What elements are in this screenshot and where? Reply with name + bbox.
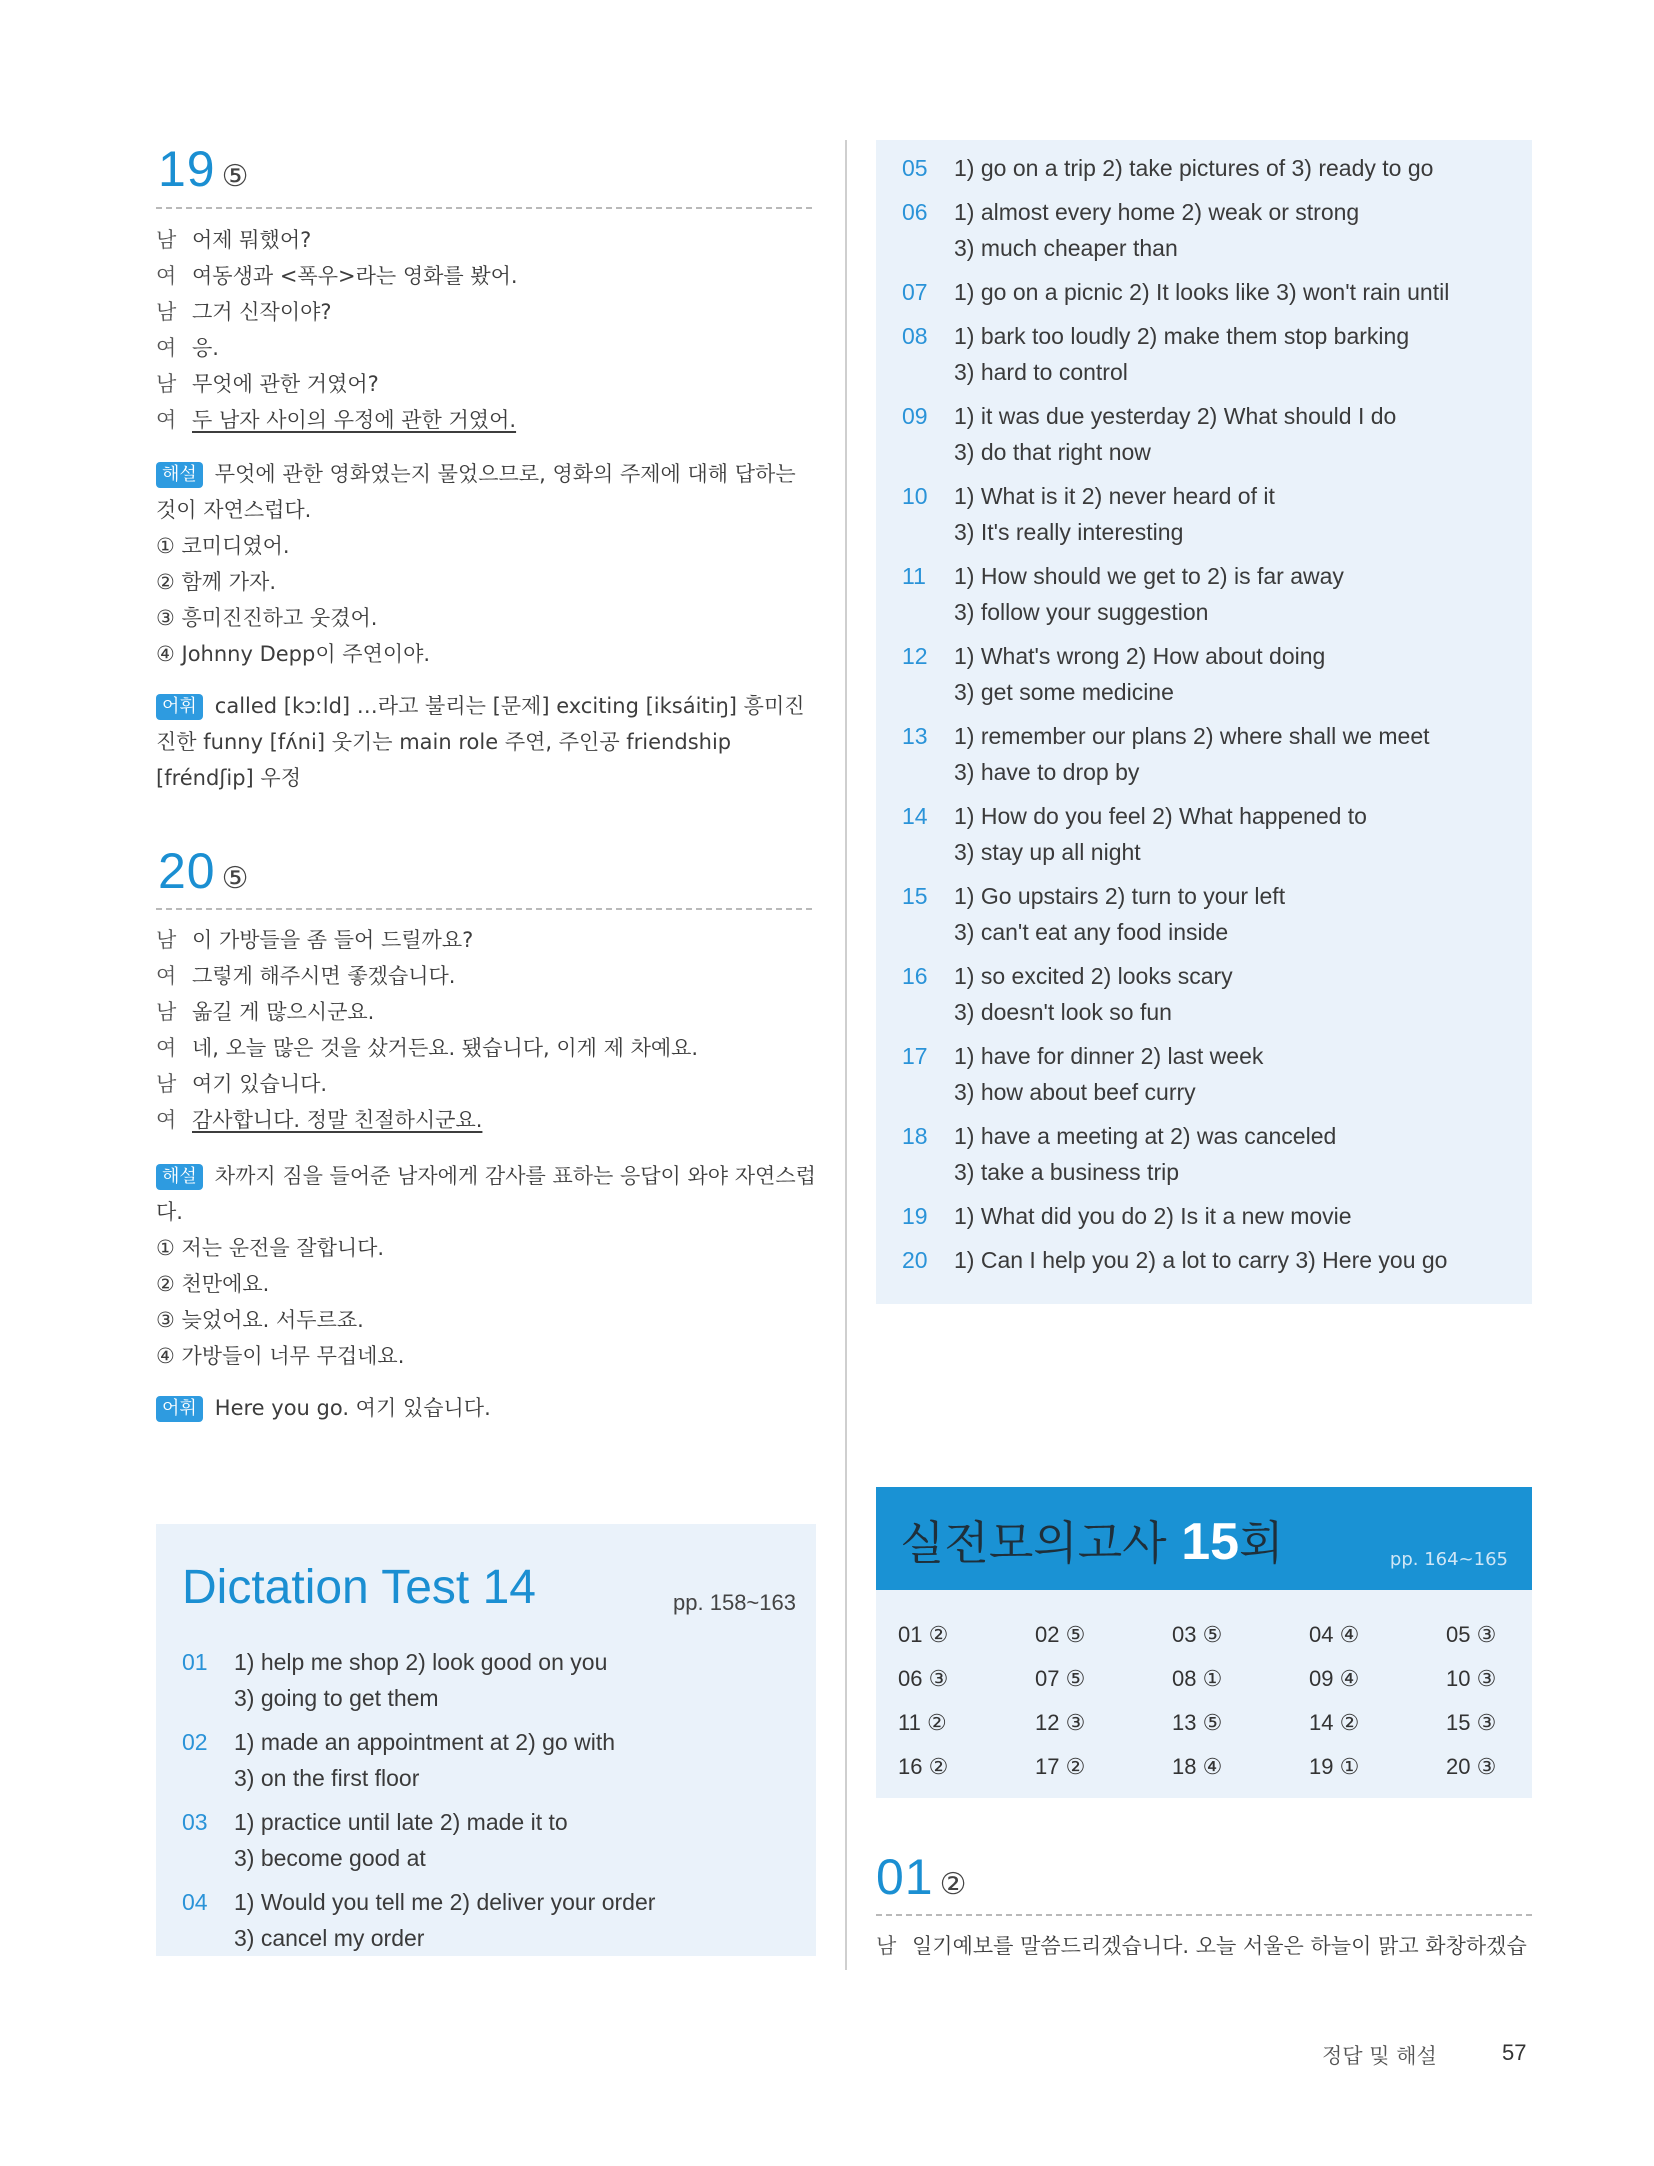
- dialogue-line: 여 네, 오늘 많은 것을 샀거든요. 됐습니다, 이게 제 차예요.: [156, 1036, 699, 1060]
- dictation-answers-box: 05 1) go on a trip 2) take pictures of 3) ready to go 06 1) almost every home 2) weak or strong 3) much cheaper than 07 1) go on a picnic 2) It looks like 3) won't rain until 08 1) bark too loudly 2) make them stop barking 3) hard to control 09 1) it was due yesterday 2) What should I do 3) do that right now 10 1) What is it 2) never heard of it 3) It's really interesting 11 1) How should we get to 2) is far away 3) follow your suggestion 12 1) What's wrong 2) How about doing 3) get some medicine 13 1) remember our plans 2) where shall we meet 3) have to drop by 14 1) How do you feel 2) What happened to 3) stay up all night 15 1) Go upstairs 2) turn to your left 3) can't eat any food inside 16 1) so excited 2) looks scary 3) doesn't look so fun 17 1) have for dinner 2) last week 3) how about beef curry 18 1) have a meeting at 2) was canceled 3) take a business trip 19 1) What did you do 2) Is it a new movie 20 1) Can I help you 2) a lot to carry 3) Here you go: [876, 140, 1532, 1304]
- dialogue-line: 남 어제 뭐했어?: [156, 228, 312, 252]
- dictation-pages: pp. 158~163: [673, 1590, 796, 1615]
- answer-cell: 06 ③: [898, 1666, 949, 1691]
- dictation-title: Dictation Test 14: [182, 1561, 536, 1614]
- column-divider: [845, 140, 847, 1970]
- answer-cell: 11 ②: [898, 1710, 947, 1735]
- explanation-badge: 해설: [156, 1164, 203, 1190]
- answer-cell: 16 ②: [898, 1754, 949, 1779]
- dialogue-line: 남 무엇에 관한 거였어?: [156, 372, 379, 396]
- answer-cell: 13 ⑤: [1172, 1710, 1223, 1735]
- choice: ④ 가방들이 너무 무겁네요.: [156, 1344, 405, 1368]
- answer-cell: 19 ①: [1309, 1754, 1360, 1779]
- dictation-test-box: Dictation Test 14 pp. 158~163 01 1) help me shop 2) look good on you 3) going to get them 02 1) made an appointment at 2) go with 3) on the first floor 03 1) practice until late 2) made it to 3) become good at 04 1) Would you tell me 2) deliver your order 3) cancel my order: [156, 1524, 816, 1956]
- dialogue-line: 남 그거 신작이야?: [156, 300, 332, 324]
- question-number: 01: [876, 1849, 934, 1905]
- answer-cell: 15 ③: [1446, 1710, 1497, 1735]
- answer-mark: ⑤: [221, 861, 249, 896]
- dialogue-line: 여 응.: [156, 336, 219, 360]
- vocabulary-19: 어휘 called [kɔːld] …라고 불리는 [문제] exciting [iksáitiŋ] 흥미진진한 funny [fʌ́ni] 웃기는 main role 주연, 주인공 friendship [fréndʃip] 우정: [156, 694, 805, 790]
- answer-cell: 03 ⑤: [1172, 1622, 1223, 1647]
- vocabulary-20: 어휘 Here you go. 여기 있습니다.: [156, 1390, 816, 1426]
- choice: ③ 흥미진진하고 웃겼어.: [156, 606, 378, 630]
- dialogue-answer-line: 여 두 남자 사이의 우정에 관한 거였어.: [156, 408, 517, 432]
- answer-cell: 10 ③: [1446, 1666, 1497, 1691]
- answer-cell: 01 ②: [898, 1622, 949, 1647]
- answer-cell: 07 ⑤: [1035, 1666, 1086, 1691]
- answer-cell: 14 ②: [1309, 1710, 1360, 1735]
- answer-cell: 02 ⑤: [1035, 1622, 1086, 1647]
- mock-test-banner: [876, 1487, 1532, 1590]
- footer-label: 정답 및 해설: [1322, 2044, 1437, 2068]
- dialogue-line: 남 일기예보를 말씀드리겠습니다. 오늘 서울은 하늘이 맑고 화창하겠습: [876, 1934, 1527, 1958]
- choice: ② 함께 가자.: [156, 570, 276, 594]
- answer-mark: ⑤: [221, 159, 249, 194]
- explanation-19: 해설 무엇에 관한 영화였는지 물었으므로, 영화의 주제에 대해 답하는 것이 자연스럽다. ① 코미디였어. ② 함께 가자. ③ 흥미진진하고 웃겼어. ④ Johnny Depp이 주연이야.: [156, 456, 816, 672]
- dialogue-line: 여 여동생과 <폭우>라는 영화를 봤어.: [156, 264, 518, 288]
- choice: ① 코미디였어.: [156, 534, 290, 558]
- answer-cell: 18 ④: [1172, 1754, 1223, 1779]
- mock-answer-grid: [876, 1590, 1532, 1798]
- dialogue-line: 남 여기 있습니다.: [156, 1072, 328, 1096]
- explanation-20: 해설 차까지 짐을 들어준 남자에게 감사를 표하는 응답이 와야 자연스럽다. ① 저는 운전을 잘합니다. ② 천만에요. ③ 늦었어요. 서두르죠. ④ 가방들이 너무 무겁네요.: [156, 1158, 816, 1374]
- dialogue-answer-line: 여 감사합니다. 정말 친절하시군요.: [156, 1108, 483, 1132]
- question-number: 19: [158, 141, 216, 197]
- answer-cell: 08 ①: [1172, 1666, 1223, 1691]
- answer-cell: 09 ④: [1309, 1666, 1360, 1691]
- divider: [876, 1914, 1532, 1916]
- dialogue-line: 여 그렇게 해주시면 좋겠습니다.: [156, 964, 456, 988]
- question-01-header: [876, 1848, 967, 1906]
- choice: ③ 늦었어요. 서두르죠.: [156, 1308, 364, 1332]
- vocabulary-badge: 어휘: [156, 1396, 203, 1422]
- choice: ① 저는 운전을 잘합니다.: [156, 1236, 385, 1260]
- dialogue-line: 남 이 가방들을 좀 들어 드릴까요?: [156, 928, 474, 952]
- explanation-badge: 해설: [156, 462, 203, 488]
- mock-test-title: 실전모의고사 15회: [900, 1513, 1284, 1571]
- question-19-header: [158, 140, 249, 198]
- choice: ② 천만에요.: [156, 1272, 270, 1296]
- answer-cell: 17 ②: [1035, 1754, 1086, 1779]
- question-20-header: [158, 842, 249, 900]
- answer-cell: 20 ③: [1446, 1754, 1497, 1779]
- divider: [156, 207, 812, 209]
- answer-cell: 05 ③: [1446, 1622, 1497, 1647]
- dialogue-line: 남 옮길 게 많으시군요.: [156, 1000, 375, 1024]
- vocabulary-badge: 어휘: [156, 694, 203, 720]
- page-number: 57: [1502, 2040, 1527, 2065]
- answer-cell: 12 ③: [1035, 1710, 1086, 1735]
- answer-mark: ②: [939, 1867, 967, 1902]
- choice: ④ Johnny Depp이 주연이야.: [156, 642, 431, 666]
- divider: [156, 908, 812, 910]
- answer-cell: 04 ④: [1309, 1622, 1360, 1647]
- question-number: 20: [158, 843, 216, 899]
- mock-test-pages: pp. 164~165: [1389, 1549, 1508, 1570]
